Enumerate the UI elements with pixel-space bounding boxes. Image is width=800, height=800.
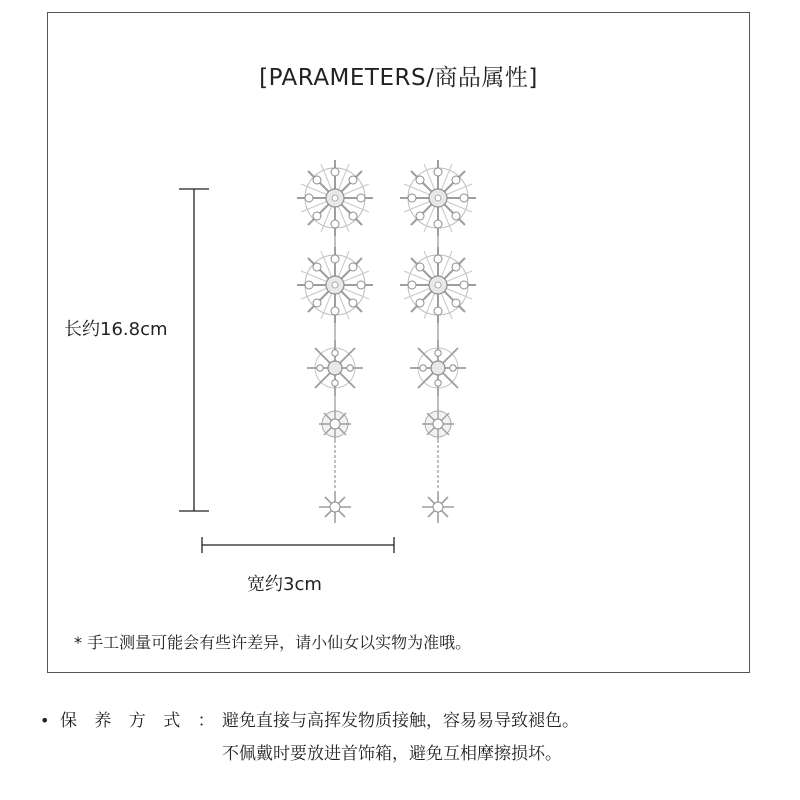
parameters-title: [PARAMETERS/商品属性] [259,65,538,91]
bullet-icon: • [40,711,50,730]
parameters-frame [47,12,750,673]
care-instructions [40,706,579,772]
care-label: 保 养 方 式 ： [60,711,221,731]
care-line-2: 不佩戴时要放进首饰箱，避免互相摩擦损坏。 [222,744,562,764]
measurement-note: * 手工测量可能会有些许差异，请小仙女以实物为准哦。 [74,633,472,652]
care-line-1: 避免直接与高挥发物质接触，容易易导致褪色。 [222,711,579,731]
care-row-1 [40,706,579,739]
care-row-2 [40,739,579,772]
width-label: 宽约3cm [247,574,322,595]
length-label: 长约16.8cm [64,319,168,340]
